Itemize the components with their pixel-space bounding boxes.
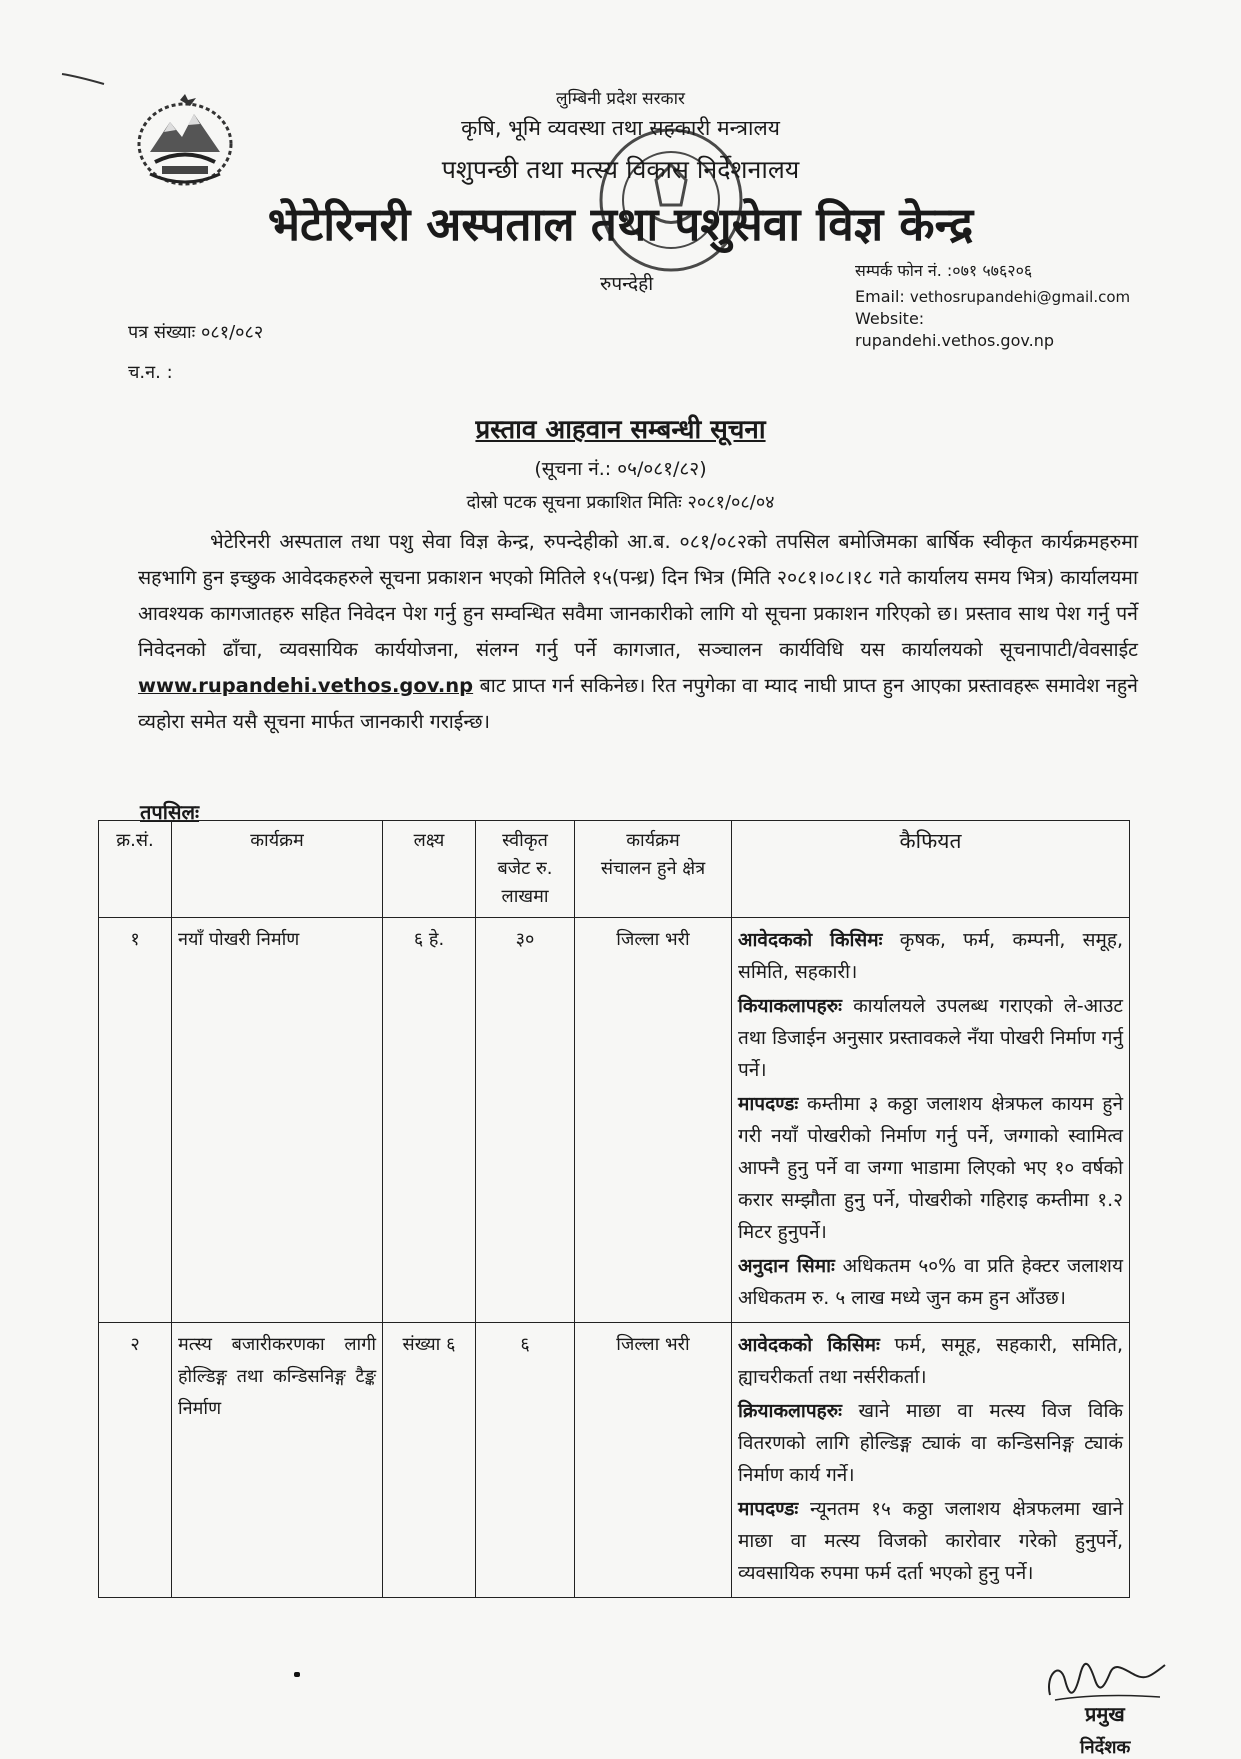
header-budget-line-3: लाखमा: [501, 886, 549, 907]
email-link[interactable]: vethosrupandehi@gmail.com: [909, 288, 1131, 306]
office-name: भेटेरिनरी अस्पताल तथा पशुसेवा विज्ञ केन्द्र: [267, 197, 974, 251]
publish-date: दोस्रो पटक सूचना प्रकाशित मितिः २०८१/०८/०४: [466, 492, 775, 513]
header-budget-line-1: स्वीकृत: [502, 830, 548, 851]
row-budget: ६: [476, 1323, 575, 1598]
email-label: Email:: [855, 287, 905, 306]
ministry-name: कृषि, भूमि व्यवस्था तथा सहकारी मन्त्रालय: [461, 116, 780, 140]
signatory-subtitle: निर्देशक: [1080, 1737, 1131, 1758]
row-program: मत्स्य बजारीकरणका लागी होल्डिङ्ग तथा कन्डिसनिङ्ग टैङ्क निर्माण: [172, 1323, 383, 1598]
signatory-title: प्रमुख: [1085, 1702, 1125, 1726]
table-row: [99, 918, 1130, 1323]
header-budget: [476, 821, 575, 918]
notice-title: प्रस्ताव आहवान सम्बन्धी सूचना: [475, 415, 766, 445]
dispatch-number: च.न. :: [128, 362, 173, 383]
remark-activities: क्रियाकलापहरुः खाने माछा वा मत्स्य विज विकि वितरणको लागि होल्डिङ्ग ट्याकं वा कन्डिसनिङ्ग ट्याकं निर्माण कार्य गर्ने।: [738, 1400, 1123, 1486]
header-area-line-2: संचालन हुने क्षेत्र: [600, 858, 706, 879]
directorate-name: पशुपन्छी तथा मत्स्य विकास निर्देशनालय: [441, 155, 800, 184]
contact-phone: सम्पर्क फोन नं. :०७१ ५७६२०६: [855, 261, 1033, 280]
contact-block: [855, 260, 1130, 352]
website-link[interactable]: rupandehi.vethos.gov.np: [855, 331, 1054, 350]
row-remarks: [732, 1323, 1130, 1598]
government-name: लुम्बिनी प्रदेश सरकार: [556, 89, 685, 109]
schedule-label: तपसिलः: [140, 800, 200, 824]
row-budget: ३०: [476, 918, 575, 1323]
header-sn: क्र.सं.: [99, 821, 172, 918]
signature-icon: [1040, 1655, 1170, 1705]
table-header-row: [99, 821, 1130, 918]
row-sn: २: [99, 1323, 172, 1598]
row-sn: १: [99, 918, 172, 1323]
row-target: ६ हे.: [383, 918, 476, 1323]
remark-criteria: मापदण्डः न्यूनतम १५ कठ्ठा जलाशय क्षेत्रफलमा खाने माछा वा मत्स्य विजको कारोवार गरेको हुनुपर्ने, व्यवसायिक रुपमा फर्म दर्ता भएको हुनु पर्ने।: [738, 1498, 1123, 1584]
notice-body-part-2: बाट प्राप्त गर्न सकिनेछ। रित नपुगेका वा म्याद नाघी प्राप्त हुन आएका प्रस्तावहरू समावेश नहुने व्यहोरा समेत यसै सूचना मार्फत जानकारी गराईन्छ।: [138, 674, 1138, 733]
row-program: नयाँ पोखरी निर्माण: [172, 918, 383, 1323]
table-row: [99, 1323, 1130, 1598]
ink-dot: [294, 1672, 300, 1677]
row-target: संख्या ६: [383, 1323, 476, 1598]
row-area: जिल्ला भरी: [575, 1323, 732, 1598]
notice-number: (सूचना नं.: ०५/०८१/८२): [534, 458, 707, 480]
website-url-link[interactable]: www.rupandehi.vethos.gov.np: [138, 674, 474, 697]
header-budget-line-2: बजेट रु.: [497, 858, 553, 879]
remark-applicant-type: आवेदकको किसिमः फर्म, समूह, सहकारी, समिति, ह्याचरीकर्ता तथा नर्सरीकर्ता।: [738, 1334, 1123, 1388]
notice-body: [138, 524, 1138, 740]
program-table: [98, 820, 1130, 1598]
row-area: जिल्ला भरी: [575, 918, 732, 1323]
letter-number: पत्र संख्याः ०८१/०८२: [128, 322, 264, 343]
website-label: Website:: [855, 309, 925, 328]
header-area-line-1: कार्यक्रम: [626, 830, 680, 851]
notice-body-part-1: भेटेरिनरी अस्पताल तथा पशु सेवा विज्ञ केन्द्र, रुपन्देहीको आ.ब. ०८१/०८२को तपसिल बमोजिमका बार्षिक स्वीकृत कार्यक्रमहरुमा सहभागि हुन इच्छुक आवेदकहरुले सूचना प्रकाशन भएको मितिले १५(पन्ध्र) दिन भित्र (मिति २०८१।०८।१८ गते कार्यालय समय भित्र) कार्यालयमा आवश्यक कागजातहरु सहित निवेदन पेश गर्नु हुन सम्वन्धित सवैमा जानकारीको लागि यो सूचना प्रकाशन गरिएको छ। प्रस्ताव साथ पेश गर्नु पर्ने निवेदनको ढाँचा, व्यवसायिक कार्ययोजना, संलग्न गर्नु पर्ने कागजात, सञ्चालन कार्यविधि यस कार्यालयको सूचनापाटी/वेवसाईट: [138, 530, 1138, 661]
remark-grant-limit: अनुदान सिमाः अधिकतम ५०% वा प्रति हेक्टर जलाशय अधिकतम रु. ५ लाख मध्ये जुन कम हुन आँउछ।: [738, 1255, 1123, 1309]
header-program: कार्यक्रम: [172, 821, 383, 918]
header-remarks: कैफियत: [732, 821, 1130, 918]
header-target: लक्ष्य: [383, 821, 476, 918]
header-area: [575, 821, 732, 918]
remark-criteria: मापदण्डः कम्तीमा ३ कठ्ठा जलाशय क्षेत्रफल कायम हुने गरी नयाँ पोखरीको निर्माण गर्नु पर्ने, जग्गाको स्वामित्व आफ्नै हुनु पर्ने वा जग्गा भाडामा लिएको भए १० वर्षको करार सम्झौता हुनु पर्ने, पोखरीको गहिराइ कम्तीमा १.२ मिटर हुनुपर्ने।: [738, 1093, 1123, 1243]
district-name: रुपन्देही: [600, 273, 654, 295]
remark-activities: कियाकलापहरुः कार्यालयले उपलब्ध गराएको ले-आउट तथा डिजाईन अनुसार प्रस्तावकले नँया पोखरी निर्माण गर्नु पर्ने।: [738, 995, 1123, 1081]
remark-applicant-type: आवेदकको किसिमः कृषक, फर्म, कम्पनी, समूह, समिति, सहकारी।: [738, 929, 1123, 983]
row-remarks: [732, 918, 1130, 1323]
